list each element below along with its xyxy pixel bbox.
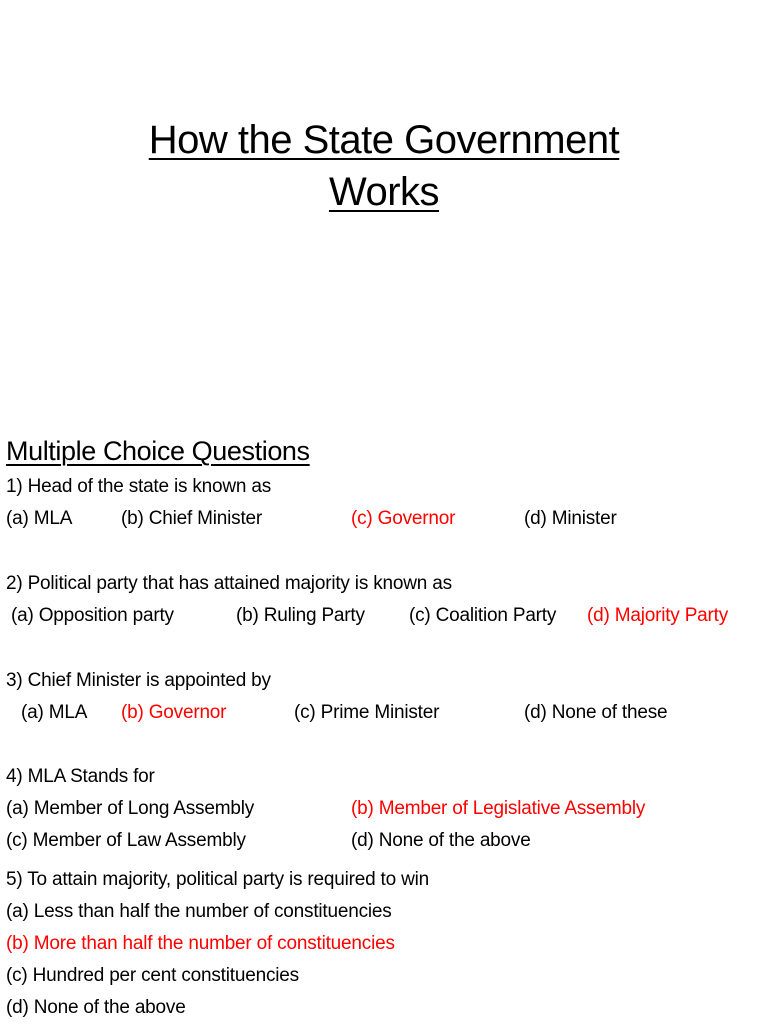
question-2-option-c: (c) Coalition Party <box>409 605 557 626</box>
question-1-option-b: (b) Chief Minister <box>121 508 263 529</box>
question-5-text: 5) To attain majority, political party is required to win <box>6 869 429 890</box>
question-3-option-a: (a) MLA <box>21 702 88 723</box>
page-title-line-1: How the State Government <box>148 118 620 162</box>
question-4-option-b-correct: (b) Member of Legislative Assembly <box>351 798 646 819</box>
section-heading: Multiple Choice Questions <box>6 436 310 466</box>
question-2-option-d-correct: (d) Majority Party <box>587 605 729 626</box>
question-2-option-b: (b) Ruling Party <box>236 605 365 626</box>
question-2-option-a: (a) Opposition party <box>11 605 174 626</box>
question-5-option-d: (d) None of the above <box>6 997 186 1018</box>
question-5-option-a: (a) Less than half the number of constituencies <box>6 901 392 922</box>
question-4-option-d: (d) None of the above <box>351 830 531 851</box>
question-3-text: 3) Chief Minister is appointed by <box>6 670 271 691</box>
question-3-option-d: (d) None of these <box>524 702 668 723</box>
question-1-text: 1) Head of the state is known as <box>6 476 272 497</box>
page-title-line-2: Works <box>328 170 440 214</box>
question-4-option-c: (c) Member of Law Assembly <box>6 830 246 851</box>
question-4-text: 4) MLA Stands for <box>6 766 155 787</box>
question-4-option-a: (a) Member of Long Assembly <box>6 798 255 819</box>
question-5-option-c: (c) Hundred per cent constituencies <box>6 965 299 986</box>
question-1-option-d: (d) Minister <box>524 508 617 529</box>
question-1-option-c-correct: (c) Governor <box>351 508 456 529</box>
question-3-option-c: (c) Prime Minister <box>294 702 440 723</box>
question-5-option-b-correct: (b) More than half the number of constituencies <box>6 933 395 954</box>
question-1-option-a: (a) MLA <box>6 508 73 529</box>
question-2-text: 2) Political party that has attained majority is known as <box>6 573 452 594</box>
question-3-option-b-correct: (b) Governor <box>121 702 227 723</box>
